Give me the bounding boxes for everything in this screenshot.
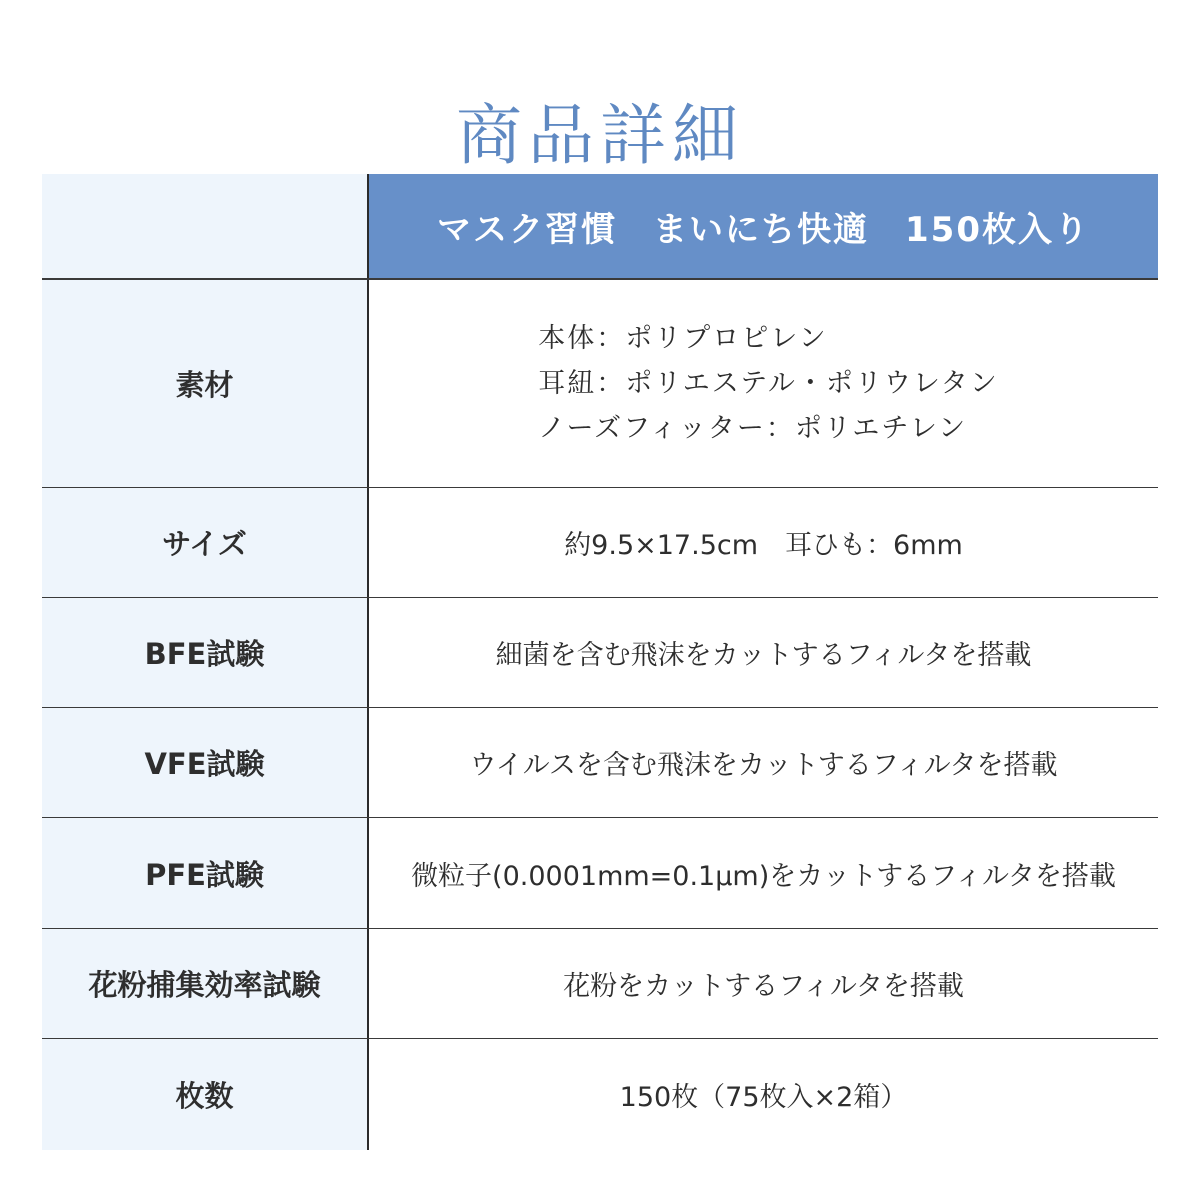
material-list (538, 322, 999, 445)
material-line-body: 本体：ポリプロピレン (538, 323, 828, 354)
table-row-vfe (42, 708, 1158, 818)
row-label: サイズ (42, 488, 369, 597)
row-value (369, 280, 1158, 487)
row-value: 150枚（75枚入×2箱） (619, 1082, 908, 1113)
row-label: 素材 (42, 280, 369, 487)
row-label: PFE試験 (42, 818, 369, 928)
page-title: 商品詳細 (456, 97, 744, 175)
table-row-pollen (42, 929, 1158, 1039)
table-row-pfe (42, 818, 1158, 929)
spec-table (42, 174, 1158, 1150)
row-value: 微粒子(0.0001mm=0.1μm)をカットするフィルタを搭載 (411, 860, 1116, 892)
row-label: VFE試験 (42, 708, 369, 817)
material-line-nose-fitter: ノーズフィッター：ポリエチレン (538, 413, 968, 444)
table-row-material (42, 280, 1158, 488)
product-name-header: マスク習慣 まいにち快適 150枚入り (369, 174, 1158, 278)
table-row-size (42, 488, 1158, 598)
table-row-count (42, 1039, 1158, 1150)
row-value: ウイルスを含む飛沫をカットするフィルタを搭載 (469, 750, 1058, 781)
row-value: 細菌を含む飛沫をカットするフィルタを搭載 (495, 640, 1032, 671)
table-header-row (42, 174, 1158, 280)
table-row-bfe (42, 598, 1158, 708)
row-label: 花粉捕集効率試験 (42, 929, 369, 1038)
row-label: BFE試験 (42, 598, 369, 707)
header-label-cell (42, 174, 369, 278)
material-line-ear-loop: 耳紐：ポリエステル・ポリウレタン (538, 368, 999, 399)
row-value: 約9.5×17.5cm 耳ひも：6mm (564, 530, 963, 561)
row-label: 枚数 (42, 1039, 369, 1150)
row-value: 花粉をカットするフィルタを搭載 (563, 971, 964, 1002)
